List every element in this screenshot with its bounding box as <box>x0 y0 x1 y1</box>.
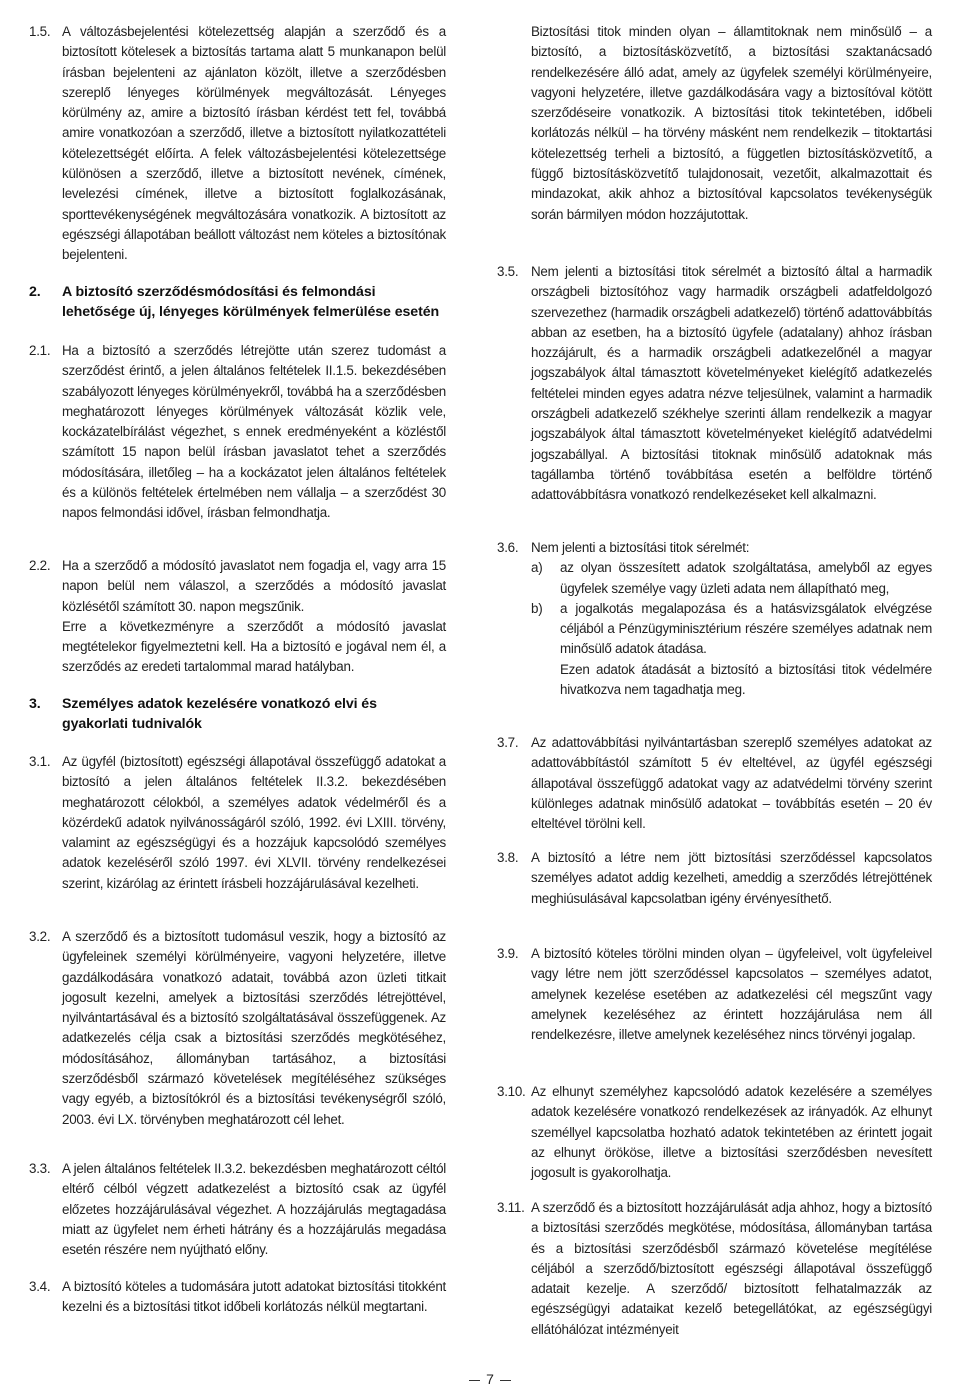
section-text: Ha a biztosító a szerződés létrejötte után szerez tudomást a szerződést érintő, a jelen általános feltételek II.1.5. bekezdésében szabályozott lényeges körülményekről, továbbá ha a szerződésben meghatározott lényeges körülmények változását közlik vele, kockázatelbírálást végezhet, s ennek eredményeként a közléstől számított 15 napon belül írásban javaslatot tehet a szerződés módosítására, illetőleg – ha a kockázatot jelen általános feltételek és a különös feltételek értelmében nem vállalja – a szerződést 30 napos felmondási idővel, írásban felmondhatja. <box>62 343 446 521</box>
section-text: Az ügyfél (biztosított) egészségi állapotával összefüggő adatokat a biztosító a jelen általános feltételek II.3.2. bekezdésében meghatározott célokból, a személyes adatok védelméről és a közérdekű adatok nyilvánosságáról szóló, 1992. évi LXIII. törvény, valamint az egészségügyi és a hozzájuk kapcsolódó személyes adatok kezeléséről szóló 1997. évi XLVII. törvény rendelkezései szerint, kizárólag az érintett írásbeli hozzájárulásával kezelheti. <box>62 754 446 891</box>
section-text: Az adattovábbítási nyilvántartásban szereplő személyes adatokat az adattovábbítástól számított 5 év elteltével, az ügyfél egészségi állapotával összefüggő adatokat vagy az adatvédelmi törvény szerint különleges adatnak minősülő adatokat – továbbítás esetén – 20 év elteltével törölni kell. <box>531 735 932 832</box>
section-2-1 <box>29 341 446 524</box>
section-text: Biztosítási titok minden olyan – államtitoknak nem minősülő – a biztosító, a biztosításközvetítő, a biztosítási szaktanácsadó rendelkezésére álló adat, amely az ügyfelek személyi körülményeire, vagyoni helyzetére, illetve gazdálkodására vagy a biztosítóval kötött szerződéseire vonatkozik. A biztosítási titok tekintetében, időbeli korlátozás nélkül – ha törvény másként nem rendelkezik – titoktartási kötelezettség terheli a biztosító, a független biztosításközvetítő, a függő biztosításközvetítő tulajdonosait, vezetőit, alkalmazottait és mindazokat, akik ahhoz a biztosítóval kapcsolatos tevékenységük során bármilyen módon hozzájutottak. <box>531 24 932 222</box>
section-text: A biztosító köteles törölni minden olyan – ügyfeleivel, volt ügyfeleivel vagy létre nem jött szerződéssel kapcsolatos – személyes adatot, amelynek kezelése esetében az adatkezelési cél megszűnt vagy amelynek kezeléséhez az érintett hozzájárulása nem áll rendelkezésre, illetve amelynek kezeléséhez nincs törvényi jogalap. <box>531 946 932 1043</box>
section-number: 2.1. <box>29 343 51 358</box>
section-3-6 <box>497 538 932 700</box>
section-text: Ha a szerződő a módosító javaslatot nem fogadja el, vagy arra 15 napon belül nem válaszol, a szerződés a módosító javaslat közlésétől számított 30. napon megszűnik. <box>62 558 446 614</box>
list-item <box>531 558 932 599</box>
section-3-4 <box>29 1277 446 1318</box>
list-item-text-continued: Ezen adatok átadását a biztosító a biztosítási titok védelmére hivatkozva nem tagadhatja meg. <box>560 661 932 698</box>
section-number: 3.7. <box>497 735 519 750</box>
section-text: A biztosító a létre nem jött biztosítási szerződéssel kapcsolatos személyes adatot addig kezelheti, ameddig a szerződés létrejöttének meghiúsulásával kapcsolatban igény érvényesíthető. <box>531 850 932 906</box>
section-3-8 <box>497 848 932 909</box>
section-number: 2.2. <box>29 558 51 573</box>
list-item-label: b) <box>531 600 543 616</box>
section-text: A biztosító köteles a tudomására jutott adatokat biztosítási titokként kezelni és a biztosítási titkot időbeli korlátozás nélkül megtartani. <box>62 1279 446 1315</box>
section-3-heading <box>29 694 446 735</box>
section-3-9 <box>497 944 932 1045</box>
exception-list <box>497 558 932 700</box>
list-item-label: a) <box>531 560 543 576</box>
list-item-text: a jogalkotás megalapozása és a hatásvizsgálatok elvégzése céljából a Pénzügyminisztérium részére személyes adatnak nem minősülő adatok átadása. <box>560 600 932 657</box>
section-number: 3. <box>29 696 41 712</box>
section-3-11 <box>497 1198 932 1340</box>
section-number: 3.3. <box>29 1161 51 1176</box>
section-text-continued: Erre a következményre a szerződőt a módosító javaslat megtételekor figyelmeztetni kell. Ha a biztosító e jogával nem él, a szerződés az eredeti tartalommal marad hatályban. <box>62 618 446 675</box>
section-text: A szerződő és a biztosított hozzájárulását adja ahhoz, hogy a biztosító a biztosítási szerződés megkötése, módosítása, állományban tartása és a biztosítási szerződésből származó követelése megítélése céljából a szerződő/biztosított egészségi állapotával összefüggő adatait kezelje. A szerződő/ biztosított felhatalmazzák az egészségügyi adataikat kezelő betegellátókat, az egészségügyi ellátóhálózat intézményeit <box>531 1200 932 1337</box>
page-number-value: 7 <box>486 1371 494 1387</box>
list-item <box>531 599 932 700</box>
section-3-2 <box>29 927 446 1130</box>
section-3-5 <box>497 262 932 506</box>
section-2-heading <box>29 282 446 323</box>
page-number-dash <box>469 1380 480 1381</box>
section-text: Nem jelenti a biztosítási titok sérelmét a biztosító által a harmadik országbeli biztosítóhoz vagy harmadik országbeli adatfeldolgozó szervezethez (harmadik országbeli adatkezelő) történő adattovábbítás abban az esetben, ha a biztosító ügyfele (adatalany) ahhoz írásban hozzájárult, és a harmadik országbeli adatkezelőnél a magyar jogszabályok által támasztott követelményeket kielégítő adatkezelés feltételei minden egyes adatra nézve teljesülnek, valamint a harmadik országbeli adatkezelő székhelye szerinti állam rendelkezik a magyar jogszabályok által támasztott követelményeket kielégítő adatvédelmi jogszabállyal. A biztosítási titoknak minősülő adatoknak más tagállamba történő továbbítása esetén a belföldre történő adattovábbításra vonatkozó rendelkezéseket kell alkalmazni. <box>531 264 932 503</box>
page-number <box>460 1371 520 1387</box>
section-3-1 <box>29 752 446 894</box>
section-3-10 <box>497 1082 932 1183</box>
section-3-4-continued <box>497 22 932 225</box>
section-2-2 <box>29 556 446 678</box>
list-item-text: az olyan összesített adatok szolgáltatása, amelyből az egyes ügyfelek személye vagy üzleti adata nem állapítható meg, <box>560 560 932 596</box>
section-text: A szerződő és a biztosított tudomásul veszik, hogy a biztosító az ügyfeleinek személyi körülményeire, vagyoni helyzetére, illetve gazdálkodására vonatkozó adatait, továbbá azon üzleti titkait jogosult kezelni, amelyek a biztosítási szerződés létrejöttével, nyilvántartásával és a biztosító szolgáltatásával összefüggenek. Az adatkezelés célja csak a biztosítási szerződés megkötéséhez, módosításához, állományban tartásához, a biztosítási szerződésből származó követelések megítéléséhez szükséges vagy egyéb, a biztosítókról és a biztosítási tevékenységről szóló, 2003. évi LX. törvényben meghatározott cél lehet. <box>62 929 446 1127</box>
section-number: 3.6. <box>497 540 519 555</box>
section-number: 1.5. <box>29 24 51 39</box>
heading-text: A biztosító szerződésmódosítási és felmondási lehetősége új, lényeges körülmények felmerülése esetén <box>62 284 440 321</box>
section-number: 3.2. <box>29 929 51 944</box>
page-number-dash <box>500 1380 511 1381</box>
section-number: 3.5. <box>497 264 519 279</box>
heading-text: Személyes adatok kezelésére vonatkozó elvi és gyakorlati tudnivalók <box>62 696 377 733</box>
section-text: A változásbejelentési kötelezettség alapján a szerződő és a biztosított kötelesek a biztosítás tartama alatt 5 munkanapon belül írásban bejelenteni az ajánlaton közölt, illetve a szerződésben szereplő lényeges körülmények megváltozását. Lényeges körülmény az, amire a biztosító írásban kérdést tett fel, továbbá amire vonatkozóan a szerződő, illetve a biztosított nyilatkozattételi kötelezettségét előírta. A felek változásbejelentési kötelezettsége különösen a szerződő, illetve a biztosított nevének, címének, levelezési címének, illetve a biztosított foglalkozásának, sporttevékenységének megváltozására vonatkozik. A biztosított az egészségi állapotában beállott változást nem köteles a biztosítónak bejelenteni. <box>62 24 446 263</box>
section-text: Az elhunyt személyhez kapcsolódó adatok kezelésére a személyes adatok kezelésére vonatkozó rendelkezések az irányadók. Az elhunyt személlyel kapcsolatba hozható adatok tekintetében az érintett jogait az elhunyt örököse, illetve a biztosítási szerződésben nevesített jogosult is gyakorolhatja. <box>531 1084 932 1181</box>
section-number: 2. <box>29 284 41 300</box>
section-text: Nem jelenti a biztosítási titok sérelmét: <box>531 540 750 555</box>
section-text: A jelen általános feltételek II.3.2. bekezdésben meghatározott céltól eltérő célból végzett adatkezelést a biztosító csak az ügyfél előzetes hozzájárulásával végezhet. A hozzájárulás megtagadása miatt az ügyfelet nem érheti hátrány és a hozzájárulás megadása esetén részére nem nyújtható előny. <box>62 1161 446 1258</box>
section-number: 3.11. <box>497 1200 525 1215</box>
section-3-3 <box>29 1159 446 1260</box>
section-number: 3.9. <box>497 946 519 961</box>
section-3-7 <box>497 733 932 834</box>
section-number: 3.10. <box>497 1084 526 1099</box>
section-1-5 <box>29 22 446 266</box>
section-number: 3.8. <box>497 850 519 865</box>
section-number: 3.4. <box>29 1279 51 1294</box>
section-number: 3.1. <box>29 754 51 769</box>
